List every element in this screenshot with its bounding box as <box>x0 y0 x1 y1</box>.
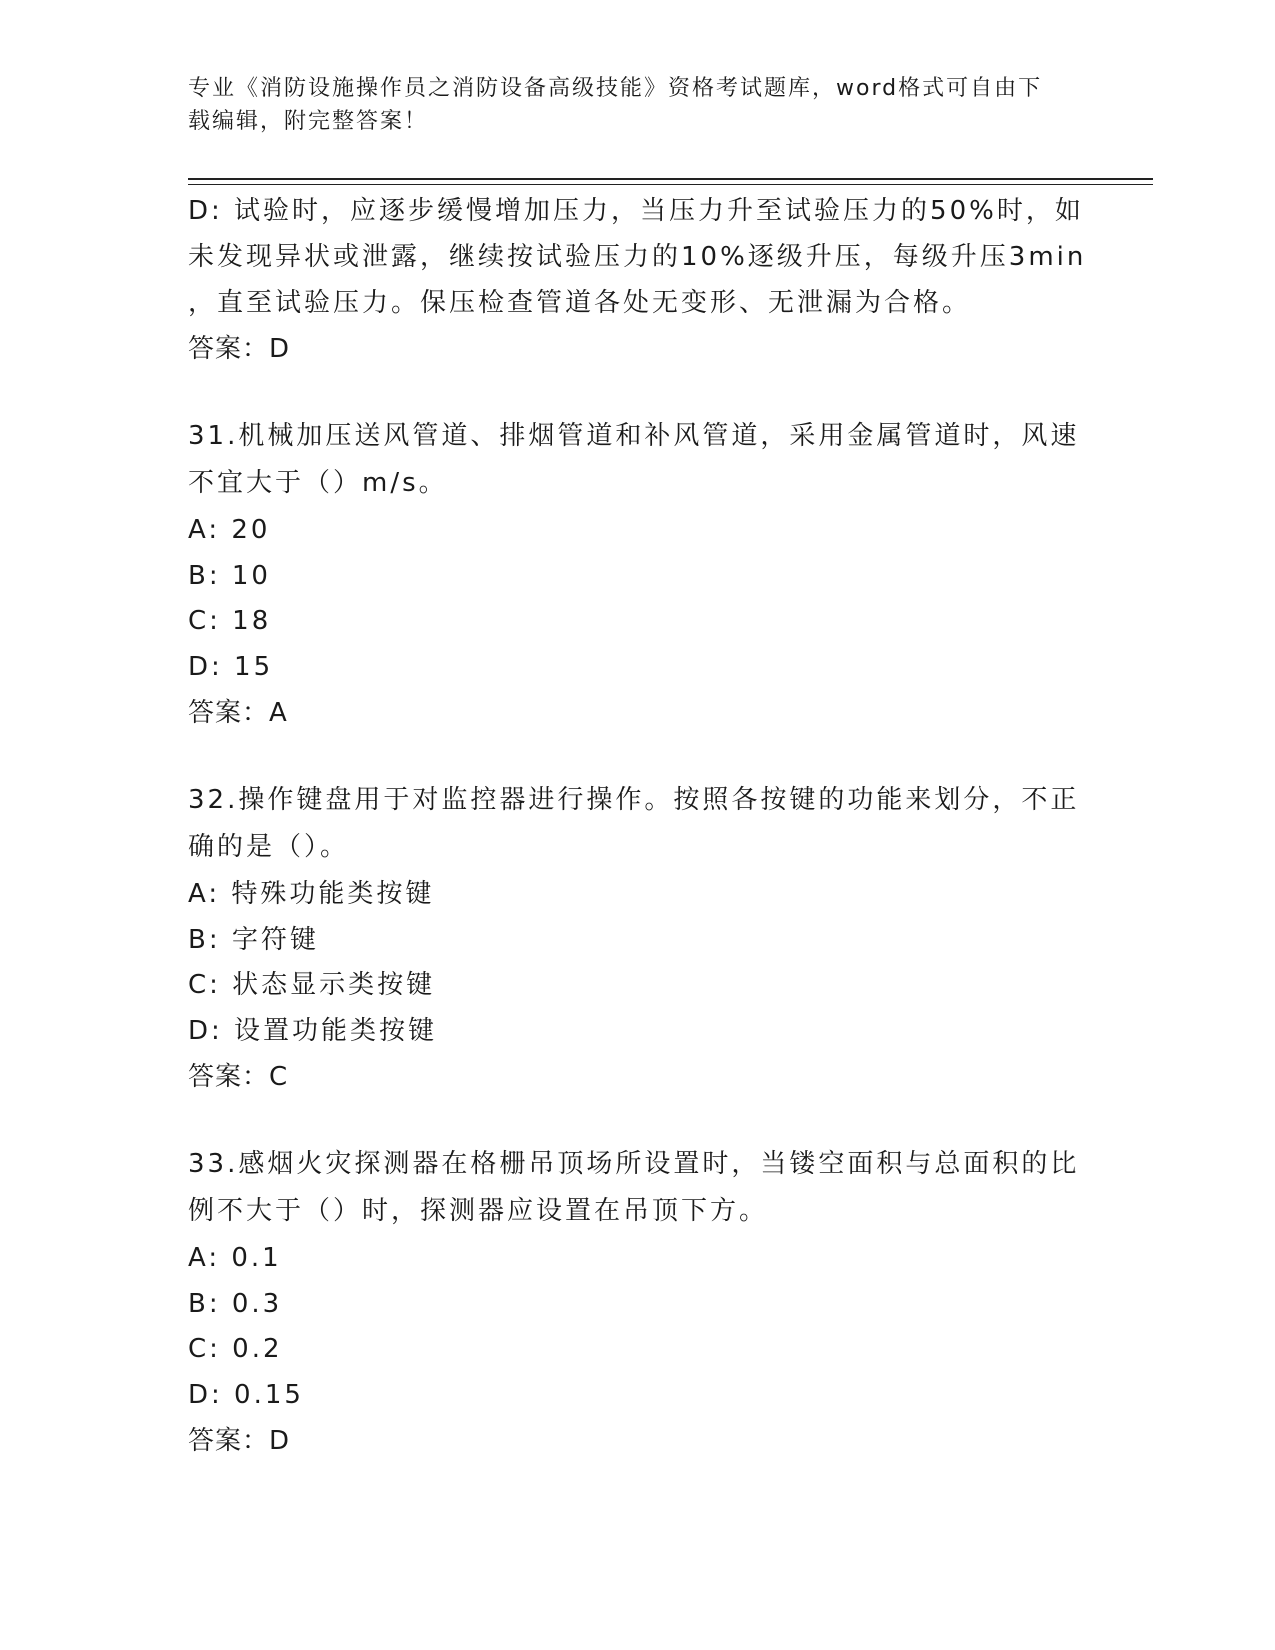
option-d: D: 0.15 <box>188 1379 304 1410</box>
header-line-2: 载编辑，附完整答案！ <box>188 109 429 134</box>
option-a: A: 特殊功能类按键 <box>188 879 435 909</box>
option-d-text-line-1: D: 试验时，应逐步缓慢增加压力，当压力升至试验压力的50%时，如 <box>188 196 1084 226</box>
option-c: C: 状态显示类按键 <box>188 970 436 1000</box>
header-line-1: 专业《消防设施操作员之消防设备高级技能》资格考试题库，word格式可自由下 <box>188 76 1043 101</box>
question-32 <box>188 778 1088 1100</box>
question-stem-line-2: 不宜大于（）m/s。 <box>188 468 448 498</box>
option-c: C: 0.2 <box>188 1334 283 1364</box>
question-31 <box>188 414 1088 736</box>
option-d: D: 15 <box>188 651 274 682</box>
header-divider <box>188 178 1153 180</box>
question-stem-line-2: 确的是（）。 <box>188 832 350 862</box>
option-d-text-line-3: ，直至试验压力。保压检查管道各处无变形、无泄漏为合格。 <box>188 288 972 318</box>
question-stem-line-1: 33.感烟火灾探测器在格栅吊顶场所设置时，当镂空面积与总面积的比 <box>188 1149 1080 1179</box>
option-c: C: 18 <box>188 606 272 636</box>
question-stem-line-1: 32.操作键盘用于对监控器进行操作。按照各按键的功能来划分，不正 <box>188 785 1080 815</box>
document-header <box>188 72 1068 138</box>
header-divider-thin <box>188 184 1153 185</box>
option-d-text-line-2: 未发现异状或泄露，继续按试验压力的10%逐级升压，每级升压3min <box>188 242 1087 272</box>
option-b: B: 10 <box>188 560 271 591</box>
answer-line: 答案：A <box>188 698 288 728</box>
previous-question-tail <box>188 188 1088 372</box>
question-33 <box>188 1142 1088 1464</box>
answer-line: 答案：C <box>188 1062 289 1092</box>
option-b: B: 0.3 <box>188 1288 283 1319</box>
question-stem-line-2: 例不大于（）时，探测器应设置在吊顶下方。 <box>188 1196 769 1226</box>
option-a: A: 20 <box>188 515 271 545</box>
option-a: A: 0.1 <box>188 1243 282 1273</box>
option-d: D: 设置功能类按键 <box>188 1015 438 1046</box>
answer-line: 答案：D <box>188 1426 291 1456</box>
answer-line: 答案：D <box>188 334 291 364</box>
document-body <box>188 188 1088 1464</box>
question-stem-line-1: 31.机械加压送风管道、排烟管道和补风管道，采用金属管道时，风速 <box>188 421 1080 451</box>
option-b: B: 字符键 <box>188 924 319 955</box>
